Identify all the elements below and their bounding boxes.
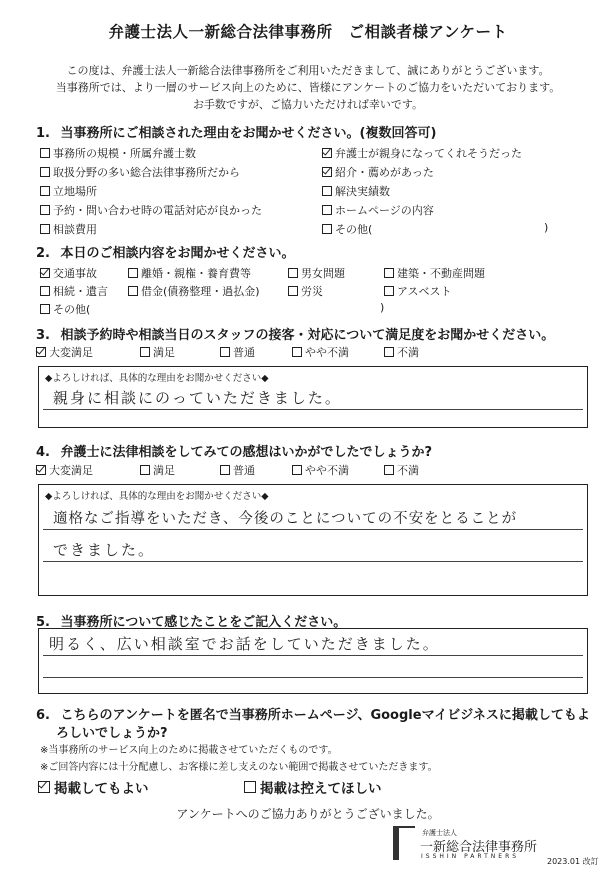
q4-option-neutral[interactable] <box>220 462 255 478</box>
q6-option-decline[interactable] <box>244 777 382 797</box>
writing-line <box>43 561 583 562</box>
checkbox[interactable] <box>322 205 332 215</box>
firm-logo-mark <box>393 826 415 860</box>
q3-handwritten-answer: 親身に相談にのっていただきました。 <box>53 389 342 407</box>
option-label: 事務所の規模・所属弁護士数 <box>53 147 196 160</box>
q4-option-very-satisfied[interactable] <box>36 462 93 478</box>
option-label: 大変満足 <box>49 346 93 359</box>
question-6-text-1: こちらのアンケートを匿名で当事務所ホームページ、Googleマイビジネスに掲載してもよ <box>60 708 590 723</box>
checkbox[interactable] <box>322 224 332 234</box>
option-label: 不満 <box>397 464 419 477</box>
q6-option-allow[interactable] <box>38 777 149 797</box>
question-3-number: 3. <box>36 328 50 343</box>
checkbox[interactable] <box>220 465 230 475</box>
q3-option-somewhat-dissatisfied[interactable] <box>292 344 349 360</box>
intro-line-3: お手数ですが、ご協力いただければ幸いです。 <box>192 98 424 111</box>
q1-option-lawyer[interactable] <box>322 145 522 161</box>
q2-option-traffic[interactable] <box>40 265 97 281</box>
option-label: 紹介・薦めがあった <box>335 166 434 179</box>
firm-logo-name: 一新総合法律事務所 <box>420 840 538 855</box>
checkbox-checked[interactable] <box>36 465 46 475</box>
question-5-number: 5. <box>36 615 50 630</box>
question-4 <box>36 441 432 460</box>
checkbox[interactable] <box>244 781 256 793</box>
intro-line-2: 当事務所では、より一層のサービス向上のために、皆様にアンケートのご協力をいただいております。 <box>55 81 561 94</box>
option-label: 立地場所 <box>53 185 97 198</box>
writing-line <box>43 529 583 530</box>
checkbox-checked[interactable] <box>40 268 50 278</box>
option-label: 満足 <box>153 346 175 359</box>
question-2 <box>36 242 295 261</box>
q1-option-website[interactable] <box>322 202 434 218</box>
q1-option-fee[interactable] <box>40 221 97 237</box>
writing-line <box>43 677 583 678</box>
checkbox[interactable] <box>292 465 302 475</box>
q2-option-inheritance[interactable] <box>40 283 108 299</box>
checkbox[interactable] <box>140 347 150 357</box>
checkbox[interactable] <box>288 268 298 278</box>
q4-handwritten-answer-1: 適格なご指導をいただき、今後のことについての不安をとることが <box>53 511 518 527</box>
survey-title: 弁護士法人一新総合法律事務所 ご相談者様アンケート <box>108 23 508 41</box>
checkbox[interactable] <box>40 304 50 314</box>
option-label: 相続・遺言 <box>53 285 108 298</box>
q4-option-somewhat-dissatisfied[interactable] <box>292 462 349 478</box>
q5-answer-box[interactable] <box>38 628 588 694</box>
q2-option-relationship[interactable] <box>288 265 345 281</box>
checkbox[interactable] <box>40 286 50 296</box>
writing-line <box>43 655 583 656</box>
q5-handwritten-answer: 明るく、広い相談室でお話をしていただきました。 <box>49 635 440 653</box>
checkbox[interactable] <box>140 465 150 475</box>
q1-option-other[interactable] <box>322 221 372 237</box>
option-label: 労災 <box>301 285 323 298</box>
option-label: 掲載は控えてほしい <box>260 781 382 797</box>
question-1-text: 当事務所にご相談された理由をお聞かせください。(複数回答可) <box>60 126 437 141</box>
checkbox[interactable] <box>40 167 50 177</box>
checkbox[interactable] <box>128 268 138 278</box>
firm-logo-english: ISSHIN PARTNERS <box>421 853 520 860</box>
option-label: 不満 <box>397 346 419 359</box>
option-label: 満足 <box>153 464 175 477</box>
q3-option-dissatisfied[interactable] <box>384 344 419 360</box>
question-3-text: 相談予約時や相談当日のスタッフの接客・対応について満足度をお聞かせください。 <box>60 328 555 343</box>
q4-handwritten-answer-2: できました。 <box>53 541 156 559</box>
q2-option-workplace[interactable] <box>288 283 323 299</box>
checkbox[interactable] <box>384 465 394 475</box>
checkbox[interactable] <box>40 186 50 196</box>
question-1 <box>36 122 436 141</box>
question-6 <box>36 704 596 723</box>
checkbox[interactable] <box>128 286 138 296</box>
checkbox-checked[interactable] <box>38 781 50 793</box>
option-label: 予約・問い合わせ時の電話対応が良かった <box>53 204 262 217</box>
q6-note-1: ※当事務所のサービス向上のために掲載させていただくものです。 <box>40 745 338 756</box>
checkbox[interactable] <box>40 205 50 215</box>
checkbox[interactable] <box>40 224 50 234</box>
writing-line <box>43 409 583 410</box>
q3-reason-box[interactable] <box>38 366 588 428</box>
option-label: 離婚・親権・養育費等 <box>141 267 251 280</box>
q3-option-satisfied[interactable] <box>140 344 175 360</box>
option-label: 解決実績数 <box>335 185 390 198</box>
option-label: その他( <box>53 303 91 316</box>
question-6-text-2: ろしいでしょうか? <box>56 726 168 741</box>
question-6-number: 6. <box>36 708 50 723</box>
checkbox[interactable] <box>322 186 332 196</box>
q1-option-fields[interactable] <box>40 164 240 180</box>
option-label: 取扱分野の多い総合法律事務所だから <box>53 166 240 179</box>
option-label: アスベスト <box>397 285 452 298</box>
option-label: 普通 <box>233 464 255 477</box>
question-3 <box>36 324 554 343</box>
q1-other-close: ) <box>544 221 549 234</box>
checkbox[interactable] <box>384 268 394 278</box>
q6-note-2: ※ご回答内容には十分配慮し、お客様に差し支えのない範囲で掲載させていただきます。 <box>40 762 438 773</box>
q4-option-dissatisfied[interactable] <box>384 462 419 478</box>
option-label: やや不満 <box>305 346 349 359</box>
q2-other-close: ) <box>380 301 385 314</box>
question-2-text: 本日のご相談内容をお聞かせください。 <box>60 246 295 261</box>
q2-option-other[interactable] <box>40 301 90 317</box>
checkbox[interactable] <box>384 286 394 296</box>
checkbox[interactable] <box>220 347 230 357</box>
option-label: 借金(債務整理・過払金) <box>141 285 260 298</box>
option-label: 大変満足 <box>49 464 93 477</box>
q2-option-divorce[interactable] <box>128 265 251 281</box>
question-2-number: 2. <box>36 246 50 261</box>
intro-line-1: この度は、弁護士法人一新総合法律事務所をご利用いただきまして、誠にありがとうございます。 <box>66 64 550 77</box>
checkbox[interactable] <box>384 347 394 357</box>
option-label: 建築・不動産問題 <box>397 267 485 280</box>
option-label: 男女問題 <box>301 267 345 280</box>
q4-reason-box[interactable] <box>38 484 588 596</box>
option-label: 弁護士が親身になってくれそうだった <box>335 147 522 160</box>
thanks-message: アンケートへのご協力ありがとうございました。 <box>176 807 440 821</box>
q1-option-results[interactable] <box>322 183 390 199</box>
q2-option-debt[interactable] <box>128 283 260 299</box>
checkbox-checked[interactable] <box>322 148 332 158</box>
firm-logo-prefix: 弁護士法人 <box>422 829 457 837</box>
q3-option-neutral[interactable] <box>220 344 255 360</box>
checkbox[interactable] <box>288 286 298 296</box>
q2-option-asbestos[interactable] <box>384 283 452 299</box>
q1-option-phone[interactable] <box>40 202 262 218</box>
option-label: 普通 <box>233 346 255 359</box>
question-5-text: 当事務所について感じたことをご記入ください。 <box>60 615 347 630</box>
q2-option-realestate[interactable] <box>384 265 485 281</box>
checkbox[interactable] <box>40 148 50 158</box>
q1-option-scale[interactable] <box>40 145 196 161</box>
option-label: やや不満 <box>305 464 349 477</box>
q1-option-referral[interactable] <box>322 164 434 180</box>
question-4-number: 4. <box>36 445 50 460</box>
q3-option-very-satisfied[interactable] <box>36 344 93 360</box>
q4-option-satisfied[interactable] <box>140 462 175 478</box>
checkbox-checked[interactable] <box>322 167 332 177</box>
revision-date: 2023.01 改訂 <box>547 857 599 866</box>
option-label: 相談費用 <box>53 223 97 236</box>
checkbox[interactable] <box>292 347 302 357</box>
question-4-text: 弁護士に法律相談をしてみての感想はいかがでしたでしょうか? <box>60 445 433 460</box>
option-label: 掲載してもよい <box>54 781 149 797</box>
question-1-number: 1. <box>36 126 50 141</box>
option-label: 交通事故 <box>53 267 97 280</box>
q1-option-location[interactable] <box>40 183 97 199</box>
q4-reason-hint: ◆よろしければ、具体的な理由をお聞かせください◆ <box>45 491 269 502</box>
checkbox-checked[interactable] <box>36 347 46 357</box>
option-label: ホームページの内容 <box>335 204 434 217</box>
q3-reason-hint: ◆よろしければ、具体的な理由をお聞かせください◆ <box>45 373 269 384</box>
option-label: その他( <box>335 223 373 236</box>
